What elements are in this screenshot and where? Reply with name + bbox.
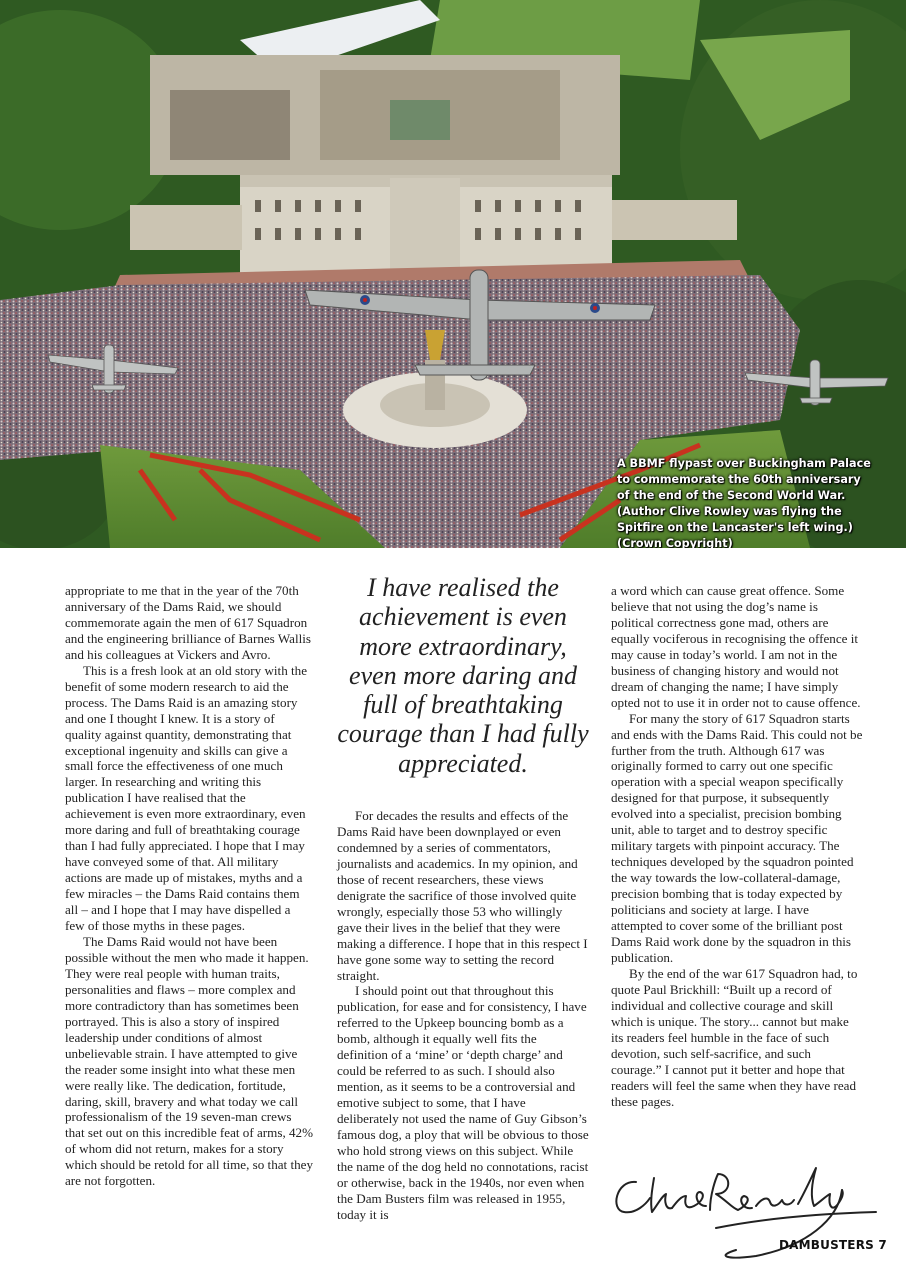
paragraph: By the end of the war 617 Squadron had, to quote Paul Brickhill: “Built up a record of individual and collective courage and skill which is unique. The story... cannot but make its readers feel humble in the face of such devotion, such self-sacrifice, and such courage.” I cannot put it better and hope that readers will feel the same when they have read these pages.: [611, 965, 858, 1109]
paragraph: The Dams Raid would not have been possible without the men who made it happen. They were real people with human traits, personalities and flaws – more complex and more contradictory than has sometimes been portrayed. This is also a story of inspired leadership under conditions of almost unbelievable strain. I have attempted to give the reader some insight into what these men were really like. The dedication, fortitude, daring, skill, bravery and what today we call professionalism of the 19 seven-man crews that set out on this incredible feat of arms, 42% of whom did not return, makes for a story which should be retold for all time, so that they are not forgotten.: [65, 933, 314, 1189]
column-3: [611, 583, 863, 1109]
pull-quote: I have realised the achievement is even more extraordinary, even more daring and full of breathtaking courage than I had fully appreciated.: [337, 573, 589, 778]
column-2: [337, 808, 589, 1223]
paragraph: For decades the results and effects of the Dams Raid have been downplayed or even condemned by a series of commentators, journalists and academics. In my opinion, and those of recent researchers, these views denigrate the sacrifice of those involved quite wrongly, especially those 53 who willingly gave their lives in the belief that they were making a difference. I hope that in this respect I have gone some way to setting the record straight.: [337, 808, 588, 983]
photo-caption: A BBMF flypast over Buckingham Palace to commemorate the 60th anniversary of the end of the Second World War. (Author Clive Rowley was flying the Spitfire on the Lancaster's left wing.) (Crown Copyright): [617, 457, 871, 548]
page-footer: DAMBUSTERS 7: [779, 1238, 887, 1252]
paragraph: I should point out that throughout this publication, for ease and for consistency, I have referred to the Upkeep bouncing bomb as a bomb, although it equally well fits the definition of a ‘mine’ or ‘depth charge’ and could be referred to as such. I should also mention, as it seems to be a controversial and emotive subject to some, that I have deliberately not used the name of Guy Gibson’s famous dog, a ploy that will be obvious to those who hold strong views on this subject. While the name of the dog held no connotations, racist or otherwise, back in the 1940s, nor even when the Dam Busters film was released in 1955, today it is: [337, 983, 589, 1222]
aerial-photo: [0, 0, 906, 548]
paragraph: This is a fresh look at an old story with the benefit of some modern research to aid the process. The Dams Raid is an amazing story and one I thought I knew. It is a story of quality against quantity, demonstrating that exceptional ingenuity and skills can give a small force the effectiveness of one much larger. In researching and writing this publication I have realised that the achievement is even more extraordinary, even more daring and full of breathtaking courage than I had fully appreciated. I hope that I may have conveyed some of that. All military actions are made up of mistakes, myths and a few miracles – the Dams Raid contains them all – and I hope that I may have dispelled a few of those myths in these pages.: [65, 662, 308, 934]
paragraph: a word which can cause great offence. Some believe that not using the dog’s name is political correctness gone mad, others are equally vociferous in recognising the offence it may cause in today’s world. I am not in the business of changing history and would not dream of changing the name; I have simply opted not to use it in order not to cause offence.: [611, 583, 861, 710]
paragraph: appropriate to me that in the year of the 70th anniversary of the Dams Raid, we should commemorate again the men of 617 Squadron and the engineering brilliance of Barnes Wallis and his colleagues at Vickers and Avro.: [65, 583, 311, 662]
paragraph: For many the story of 617 Squadron starts and ends with the Dams Raid. This could not be further from the truth. Although 617 was originally formed to carry out one specific operation with a special weapon specifically designed for that purpose, it subsequently evolved into a specialist, precision bombing unit, able to target and to destroy specific military targets with pinpoint accuracy. The techniques developed by the squadron pointed the way towards the low-collateral-damage, precision bombing that is today expected by politicians and society at large. I have attempted to cover some of the brilliant post Dams Raid work done by the squadron in this publication.: [611, 710, 863, 965]
column-1: [65, 583, 313, 1189]
